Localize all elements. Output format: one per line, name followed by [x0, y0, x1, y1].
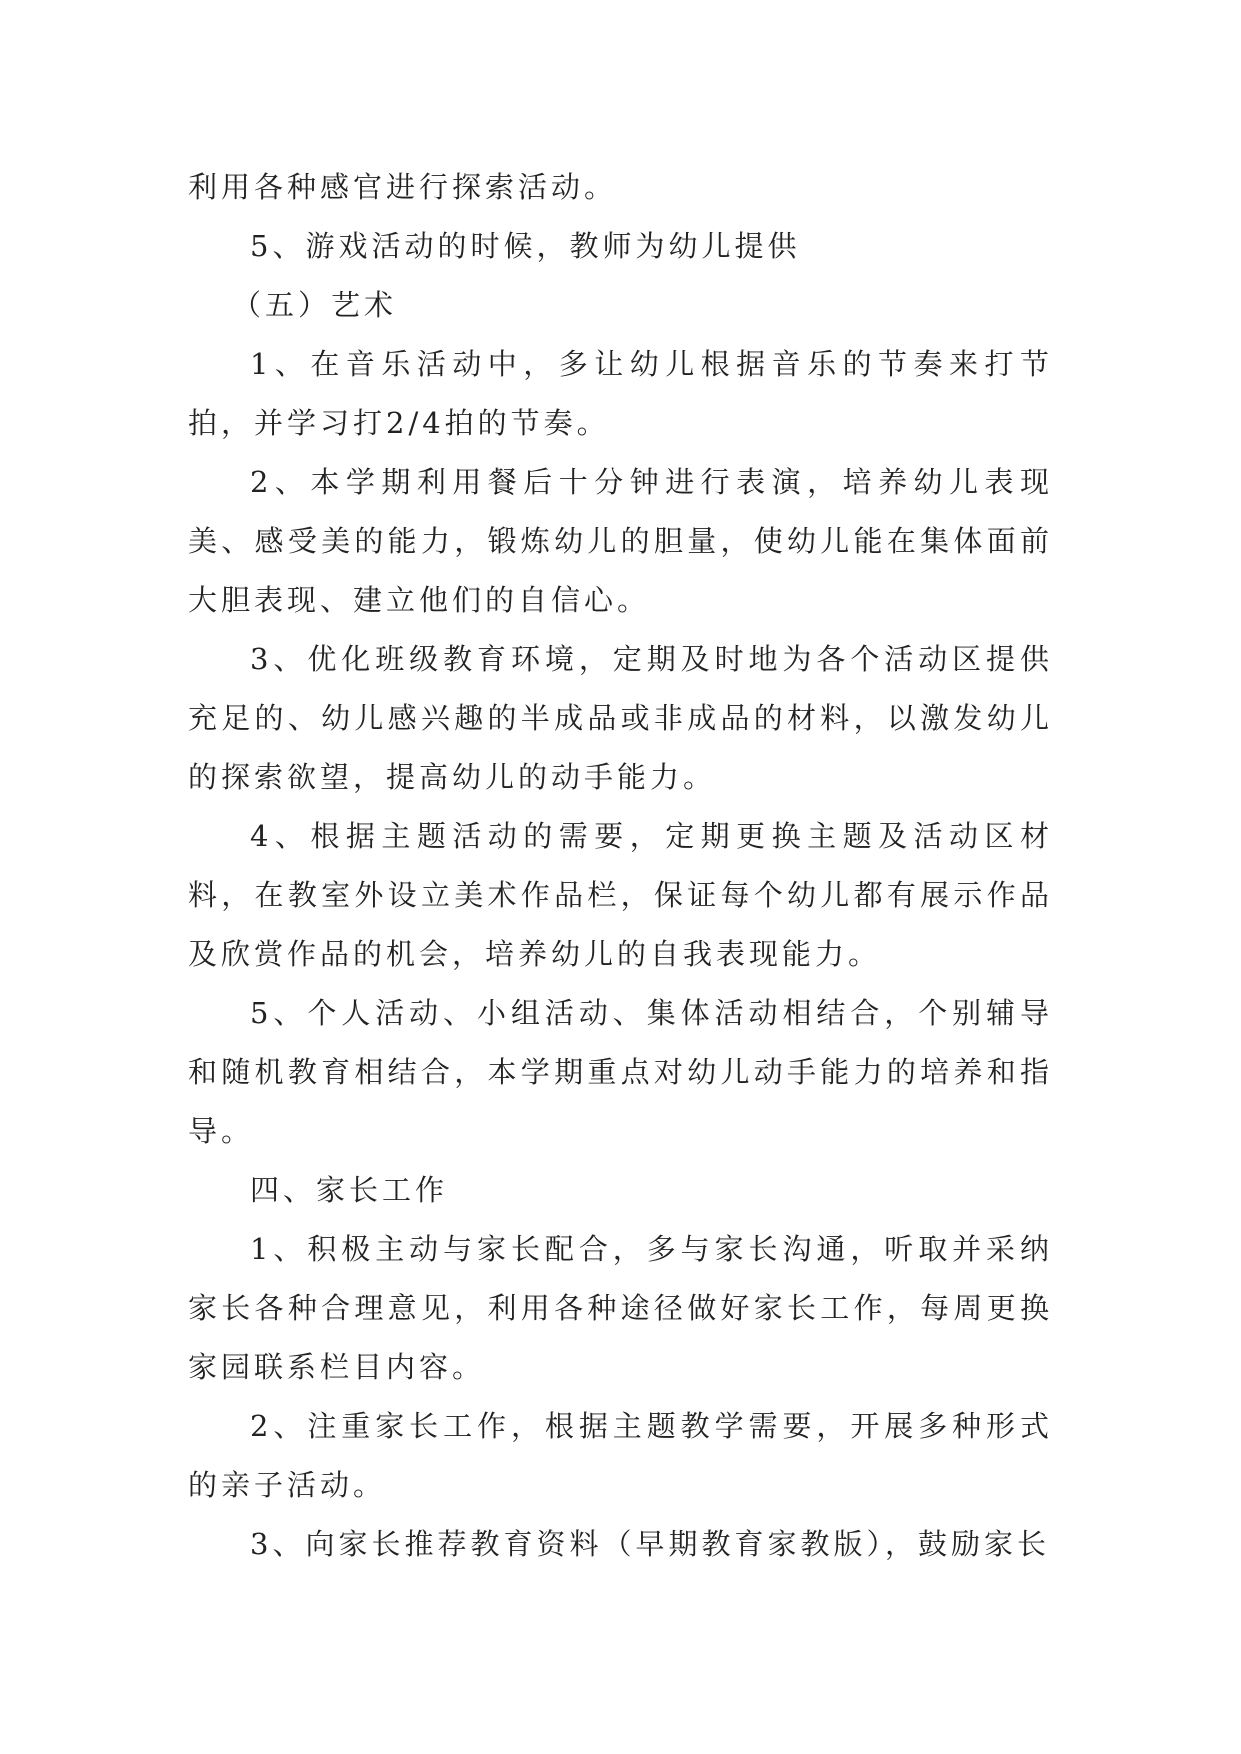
paragraph-continuation: 利用各种感官进行探索活动。: [188, 170, 618, 204]
paragraph-item: 5、游戏活动的时候，教师为幼儿提供: [250, 229, 801, 263]
section-heading-art: （五）艺术: [232, 288, 398, 322]
paragraph-item: 5、个人活动、小组活动、集体活动相结合，个别辅导和随机教育相结合，本学期重点对幼儿动手能力的培养和指导。: [188, 996, 1053, 1148]
paragraph-item: 1、积极主动与家长配合，多与家长沟通，听取并采纳家长各种合理意见，利用各种途径做好家长工作，每周更换家园联系栏目内容。: [188, 1232, 1053, 1384]
paragraph-item: 3、优化班级教育环境，定期及时地为各个活动区提供充足的、幼儿感兴趣的半成品或非成品的材料，以激发幼儿的探索欲望，提高幼儿的动手能力。: [188, 642, 1053, 794]
section-heading-parent-work: 四、家长工作: [250, 1173, 449, 1207]
paragraph-item: 2、注重家长工作，根据主题教学需要，开展多种形式的亲子活动。: [188, 1409, 1053, 1502]
document-body: [188, 158, 1053, 1574]
paragraph-item: 1、在音乐活动中，多让幼儿根据音乐的节奏来打节拍，并学习打2/4拍的节奏。: [188, 347, 1053, 440]
paragraph-item: 4、根据主题活动的需要，定期更换主题及活动区材料，在教室外设立美术作品栏，保证每个幼儿都有展示作品及欣赏作品的机会，培养幼儿的自我表现能力。: [188, 819, 1053, 971]
paragraph-item: 3、向家长推荐教育资料（早期教育家教版），鼓励家长: [250, 1527, 1050, 1561]
paragraph-item: 2、本学期利用餐后十分钟进行表演，培养幼儿表现美、感受美的能力，锻炼幼儿的胆量，使幼儿能在集体面前大胆表现、建立他们的自信心。: [188, 465, 1053, 617]
